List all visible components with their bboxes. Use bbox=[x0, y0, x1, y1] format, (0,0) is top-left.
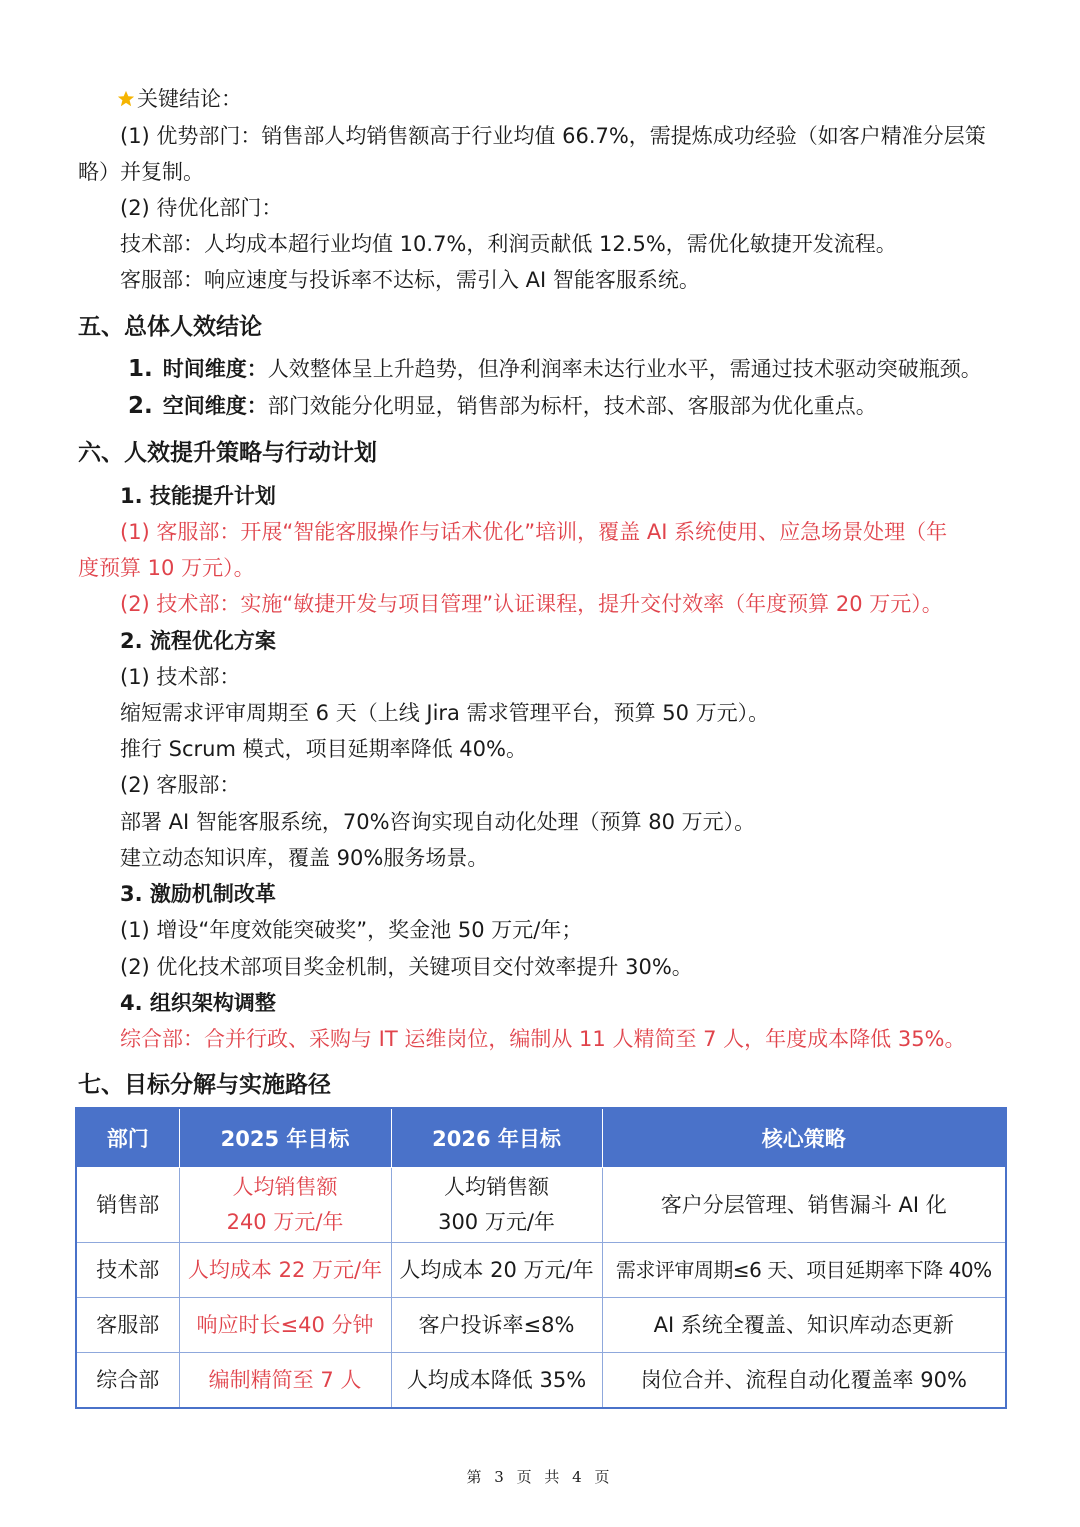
incentive-1: (1) 增设“年度效能突破奖”，奖金池 50 万元/年； bbox=[120, 918, 583, 942]
header-strategy: 核心策略 bbox=[602, 1108, 1006, 1168]
incentive-title: 3. 激励机制改革 bbox=[120, 882, 276, 906]
item-text: 部门效能分化明显，销售部为标杆，技术部、客服部为优化重点。 bbox=[267, 394, 877, 418]
cell-dept: 综合部 bbox=[76, 1353, 179, 1409]
page-footer: 第 3 页 共 4 页 bbox=[466, 1468, 614, 1486]
star-icon bbox=[117, 90, 135, 108]
section5-item-1 bbox=[128, 354, 982, 384]
item-number: 1. bbox=[128, 356, 153, 382]
cell-2026: 人均成本降低 35% bbox=[391, 1353, 602, 1409]
cell-dept: 客服部 bbox=[76, 1298, 179, 1353]
conclusion-p2: (2) 待优化部门： bbox=[120, 196, 283, 220]
item-label: 时间维度： bbox=[162, 357, 268, 381]
header-dept: 部门 bbox=[76, 1108, 179, 1168]
process-cs-1: 部署 AI 智能客服系统，70%咨询实现自动化处理（预算 80 万元）。 bbox=[120, 810, 756, 834]
header-2026: 2026 年目标 bbox=[391, 1108, 602, 1168]
cell-2026-line2: 300 万元/年 bbox=[438, 1210, 555, 1234]
header-2025: 2025 年目标 bbox=[179, 1108, 391, 1168]
table-row bbox=[76, 1243, 1006, 1298]
process-tech-label: (1) 技术部： bbox=[120, 665, 241, 689]
cell-2025: 人均成本 22 万元/年 bbox=[179, 1243, 391, 1298]
cell-2026: 人均成本 20 万元/年 bbox=[391, 1243, 602, 1298]
table-row bbox=[76, 1298, 1006, 1353]
process-plan-title: 2. 流程优化方案 bbox=[120, 629, 276, 653]
section5-item-2 bbox=[128, 391, 877, 421]
cell-2025-line2: 240 万元/年 bbox=[226, 1210, 344, 1234]
cell-strategy: 岗位合并、流程自动化覆盖率 90% bbox=[602, 1353, 1006, 1409]
process-tech-2: 推行 Scrum 模式，项目延期率降低 40%。 bbox=[120, 737, 527, 761]
skill-plan-cs-cont: 度预算 10 万元）。 bbox=[78, 556, 255, 580]
cell-dept: 技术部 bbox=[76, 1243, 179, 1298]
conclusion-tech: 技术部：人均成本超行业均值 10.7%，利润贡献低 12.5%，需优化敏捷开发流程。 bbox=[120, 232, 897, 256]
cell-strategy: AI 系统全覆盖、知识库动态更新 bbox=[602, 1298, 1006, 1353]
cell-2026: 客户投诉率≤8% bbox=[391, 1298, 602, 1353]
org-1: 综合部：合并行政、采购与 IT 运维岗位，编制从 11 人精简至 7 人，年度成本降低 35%。 bbox=[120, 1027, 966, 1051]
cell-2025-line1: 人均销售额 bbox=[232, 1175, 338, 1199]
table-row bbox=[76, 1168, 1006, 1243]
table-header-row bbox=[76, 1108, 1006, 1168]
cell-2026 bbox=[391, 1168, 602, 1243]
cell-strategy: 客户分层管理、销售漏斗 AI 化 bbox=[602, 1168, 1006, 1243]
cell-2025: 编制精简至 7 人 bbox=[179, 1353, 391, 1409]
item-number: 2. bbox=[128, 393, 153, 419]
section5-title: 五、总体人效结论 bbox=[78, 314, 262, 340]
conclusion-cs: 客服部：响应速度与投诉率不达标，需引入 AI 智能客服系统。 bbox=[120, 268, 700, 292]
goals-table bbox=[75, 1107, 1007, 1409]
section7-title: 七、目标分解与实施路径 bbox=[78, 1072, 331, 1098]
cell-2026-line1: 人均销售额 bbox=[444, 1175, 549, 1199]
cell-dept: 销售部 bbox=[76, 1168, 179, 1243]
key-conclusion-heading bbox=[117, 84, 242, 114]
skill-plan-title: 1. 技能提升计划 bbox=[120, 484, 276, 508]
org-title: 4. 组织架构调整 bbox=[120, 991, 276, 1015]
process-cs-label: (2) 客服部： bbox=[120, 773, 241, 797]
cell-2025: 响应时长≤40 分钟 bbox=[179, 1298, 391, 1353]
item-text: 人效整体呈上升趋势，但净利润率未达行业水平，需通过技术驱动突破瓶颈。 bbox=[267, 357, 982, 381]
process-cs-2: 建立动态知识库，覆盖 90%服务场景。 bbox=[120, 846, 489, 870]
conclusion-p1: (1) 优势部门：销售部人均销售额高于行业均值 66.7%，需提炼成功经验（如客户精准分层策 bbox=[120, 124, 986, 148]
skill-plan-tech: (2) 技术部：实施“敏捷开发与项目管理”认证课程，提升交付效率（年度预算 20 万元）。 bbox=[120, 592, 943, 616]
section6-title: 六、人效提升策略与行动计划 bbox=[78, 440, 377, 466]
skill-plan-cs: (1) 客服部：开展“智能客服操作与话术优化”培训，覆盖 AI 系统使用、应急场景处理（年 bbox=[120, 520, 948, 544]
table-row bbox=[76, 1353, 1006, 1409]
incentive-2: (2) 优化技术部项目奖金机制，关键项目交付效率提升 30%。 bbox=[120, 955, 693, 979]
cell-strategy: 需求评审周期≤6 天、项目延期率下降 40% bbox=[602, 1243, 1006, 1298]
key-conclusion-title: 关键结论： bbox=[137, 87, 242, 111]
cell-2025 bbox=[179, 1168, 391, 1243]
process-tech-1: 缩短需求评审周期至 6 天（上线 Jira 需求管理平台，预算 50 万元）。 bbox=[120, 701, 770, 725]
item-label: 空间维度： bbox=[162, 394, 268, 418]
conclusion-p1-cont: 略）并复制。 bbox=[78, 160, 204, 184]
